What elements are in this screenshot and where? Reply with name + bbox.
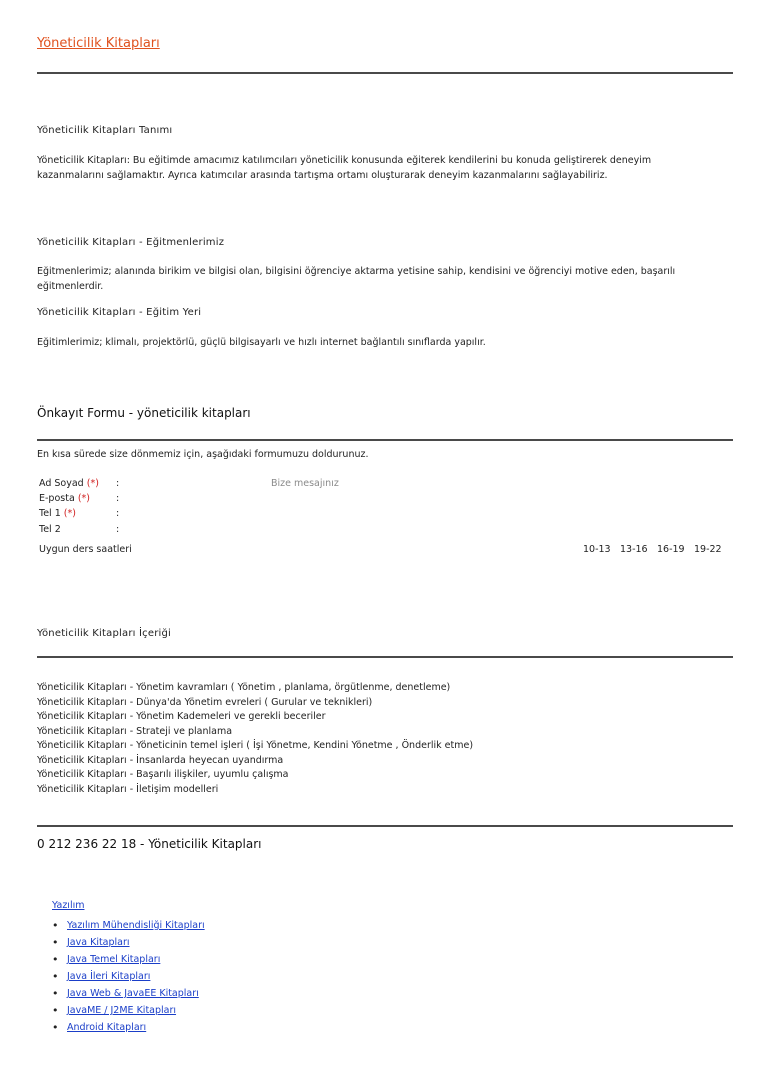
form-intro: En kısa sürede size dönmemiz için, aşağıdaki formumuzu doldurunuz. [37, 449, 369, 460]
contents-item: Yöneticilik Kitapları - İnsanlarda heyecan uyandırma [37, 754, 284, 766]
page-title-link[interactable]: Yöneticilik Kitapları [37, 36, 160, 51]
field-colon: : [116, 508, 120, 519]
field-colon: : [116, 524, 120, 535]
hours-label: Uygun ders saatleri [39, 544, 132, 555]
contents-item: Yöneticilik Kitapları - Başarılı ilişkiler, uyumlu çalışma [37, 769, 289, 780]
trainers-line-2: eğitmenlerdir. [37, 281, 104, 292]
hour-option[interactable]: 19-22 [694, 544, 722, 555]
field-colon: : [116, 493, 120, 504]
list-item [52, 1019, 205, 1036]
list-item [52, 934, 205, 951]
book-link[interactable]: Yazılım Mühendisliği Kitapları [67, 920, 205, 931]
form-heading: Önkayıt Formu - yöneticilik kitapları [37, 406, 251, 420]
category-link[interactable]: Yazılım [52, 900, 85, 911]
book-link[interactable]: Java Web & JavaEE Kitapları [67, 988, 199, 999]
field-label: Ad Soyad [39, 478, 84, 489]
list-item [52, 951, 205, 968]
book-link[interactable]: Android Kitapları [67, 1022, 147, 1033]
definition-line-1: Yöneticilik Kitapları: Bu eğitimde amacımız katılımcıları yöneticilik konusunda eğiterek kendilerini bu konuda geliştirerek deneyim [37, 155, 652, 166]
book-link[interactable]: Java Temel Kitapları [67, 954, 161, 965]
list-item [52, 1002, 205, 1019]
hour-option[interactable]: 10-13 [583, 544, 611, 555]
contents-item: Yöneticilik Kitapları - Strateji ve planlama [37, 725, 233, 737]
contents-item: Yöneticilik Kitapları - Yönetim kavramları ( Yönetim , planlama, örgütlenme, denetleme) [37, 682, 451, 693]
divider [37, 439, 733, 441]
definition-line-2: kazanmalarını sağlamaktır. Ayrıca katımcılar arasında tartışma ortamı oluşturarak deneyim kazanmalarını sağlayabiliriz. [37, 170, 608, 181]
required-mark: (*) [86, 478, 99, 489]
form-field-email[interactable] [39, 493, 120, 508]
list-item [52, 985, 205, 1002]
footer-category[interactable] [52, 900, 84, 911]
location-text: Eğitimlerimiz; klimalı, projektörlü, güçlü bilgisayarlı ve hızlı internet bağlantılı sınıflarda yapılır. [37, 337, 486, 348]
contact-phone: 0 212 236 22 18 - Yöneticilik Kitapları [37, 837, 262, 851]
contents-item: Yöneticilik Kitapları - İletişim modelleri [37, 783, 219, 795]
trainers-heading: Yöneticilik Kitapları - Eğitmenlerimiz [37, 237, 225, 248]
hour-option[interactable]: 16-19 [657, 544, 685, 555]
location-heading: Yöneticilik Kitapları - Eğitim Yeri [37, 307, 202, 318]
field-label: Tel 1 [39, 508, 61, 519]
trainers-text [37, 264, 727, 294]
required-mark: (*) [63, 508, 76, 519]
definition-text [37, 153, 727, 183]
field-colon: : [116, 478, 120, 489]
book-link[interactable]: JavaME / J2ME Kitapları [67, 1005, 177, 1016]
definition-heading: Yöneticilik Kitapları Tanımı [37, 125, 173, 136]
required-mark: (*) [77, 493, 90, 504]
footer-link-list [52, 917, 205, 1036]
list-item [52, 917, 205, 934]
list-item [52, 968, 205, 985]
field-label: Tel 2 [39, 524, 61, 535]
form-field-phone-2[interactable] [39, 524, 120, 539]
trainers-line-1: Eğitmenlerimiz; alanında birikim ve bilgisi olan, bilgisini öğrenciye aktarma yetisine sahip, kendisini ve öğrenciyi motive eden, başarılı [37, 266, 676, 277]
hours-options [0, 544, 768, 560]
contents-item: Yöneticilik Kitapları - Dünya'da Yönetim evreleri ( Gurular ve teknikleri) [37, 696, 373, 708]
divider [37, 656, 733, 658]
message-textarea[interactable]: Bize mesajınız [271, 478, 339, 489]
book-link[interactable]: Java İleri Kitapları [67, 971, 151, 982]
form-field-name[interactable] [39, 478, 120, 493]
divider [37, 72, 733, 74]
hour-option[interactable]: 13-16 [620, 544, 648, 555]
contents-heading: Yöneticilik Kitapları İçeriği [37, 628, 172, 639]
book-link[interactable]: Java Kitapları [67, 937, 130, 948]
form-field-phone-1[interactable] [39, 508, 120, 523]
contents-item: Yöneticilik Kitapları - Yöneticinin temel işleri ( İşi Yönetme, Kendini Yönetme , Önderlik etme) [37, 740, 474, 751]
field-label: E-posta [39, 493, 75, 504]
contents-list [37, 681, 473, 797]
divider [37, 825, 733, 827]
contents-item: Yöneticilik Kitapları - Yönetim Kademeleri ve gerekli beceriler [37, 711, 326, 722]
